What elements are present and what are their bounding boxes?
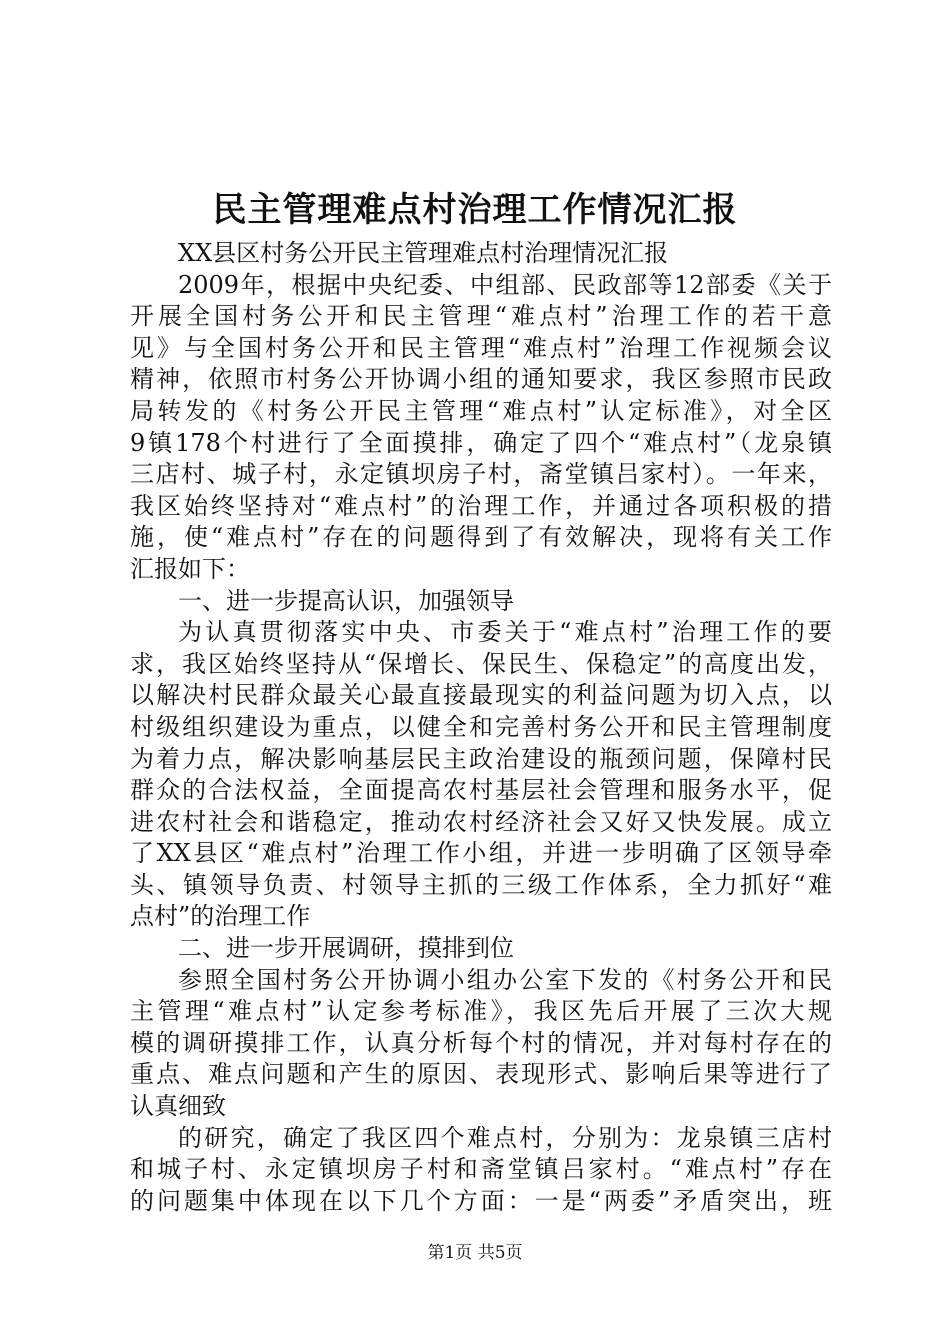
- body-line: 和城子村、永定镇坝房子村和斋堂镇吕家村。“难点村”存在: [130, 1155, 832, 1184]
- body-line: 的问题集中体现在以下几个方面：一是“两委”矛盾突出，班: [130, 1186, 832, 1215]
- body-line: 群众的合法权益，全面提高农村基层社会管理和服务水平，促: [130, 776, 832, 805]
- page-footer: 第1页 共5页: [427, 1243, 523, 1263]
- body-line: 我区始终坚持对“难点村”的治理工作，并通过各项积极的措: [130, 491, 832, 520]
- body-line: 了XX县区“难点村”治理工作小组，并进一步明确了区领导牵: [130, 839, 832, 868]
- body-line: XX县区村务公开民主管理难点村治理情况汇报: [178, 239, 669, 267]
- document-title: 民主管理难点村治理工作情况汇报: [212, 190, 738, 230]
- body-line: 见》与全国村务公开和民主管理“难点村”治理工作视频会议: [130, 333, 832, 362]
- body-line: 局转发的《村务公开民主管理“难点村”认定标准》，对全区: [130, 396, 832, 425]
- body-line: 重点、难点问题和产生的原因、表现形式、影响后果等进行了: [130, 1060, 832, 1089]
- body-line: 的研究，确定了我区四个难点村，分别为：龙泉镇三店村: [178, 1123, 832, 1152]
- section-heading: 一、进一步提高认识，加强领导: [178, 586, 514, 615]
- body-line: 认真细致: [130, 1092, 226, 1121]
- body-line: 9镇178个村进行了全面摸排，确定了四个“难点村”（龙泉镇: [130, 428, 832, 457]
- body-line: 为认真贯彻落实中央、市委关于“难点村”治理工作的要: [178, 618, 832, 647]
- body-line: 精神，依照市村务公开协调小组的通知要求，我区参照市民政: [130, 365, 832, 394]
- body-line: 求，我区始终坚持从“保增长、保民生、保稳定”的高度出发，: [130, 649, 832, 678]
- body-line: 主管理“难点村”认定参考标准》，我区先后开展了三次大规: [130, 997, 832, 1026]
- body-line: 头、镇领导负责、村领导主抓的三级工作体系，全力抓好“难: [130, 870, 832, 899]
- body-line: 开展全国村务公开和民主管理“难点村”治理工作的若干意: [130, 302, 832, 331]
- body-line: 参照全国村务公开协调小组办公室下发的《村务公开和民: [178, 965, 832, 994]
- body-line: 模的调研摸排工作，认真分析每个村的情况，并对每村存在的: [130, 1028, 832, 1057]
- section-heading: 二、进一步开展调研，摸排到位: [178, 934, 514, 963]
- body-line: 进农村社会和谐稳定，推动农村经济社会又好又快发展。成立: [130, 807, 832, 836]
- body-line: 村级组织建设为重点，以健全和完善村务公开和民主管理制度: [130, 712, 832, 741]
- body-line: 2009年，根据中央纪委、中组部、民政部等12部委《关于: [178, 270, 832, 299]
- body-line: 施，使“难点村”存在的问题得到了有效解决，现将有关工作: [130, 523, 832, 552]
- body-line: 点村”的治理工作: [130, 902, 311, 931]
- document-body: [130, 238, 832, 1217]
- body-line: 以解决村民群众最关心最直接最现实的利益问题为切入点，以: [130, 681, 832, 710]
- body-line: 三店村、城子村，永定镇坝房子村，斋堂镇吕家村）。一年来，: [130, 460, 832, 489]
- body-line: 汇报如下：: [130, 554, 250, 583]
- body-line: 为着力点，解决影响基层民主政治建设的瓶颈问题，保障村民: [130, 744, 832, 773]
